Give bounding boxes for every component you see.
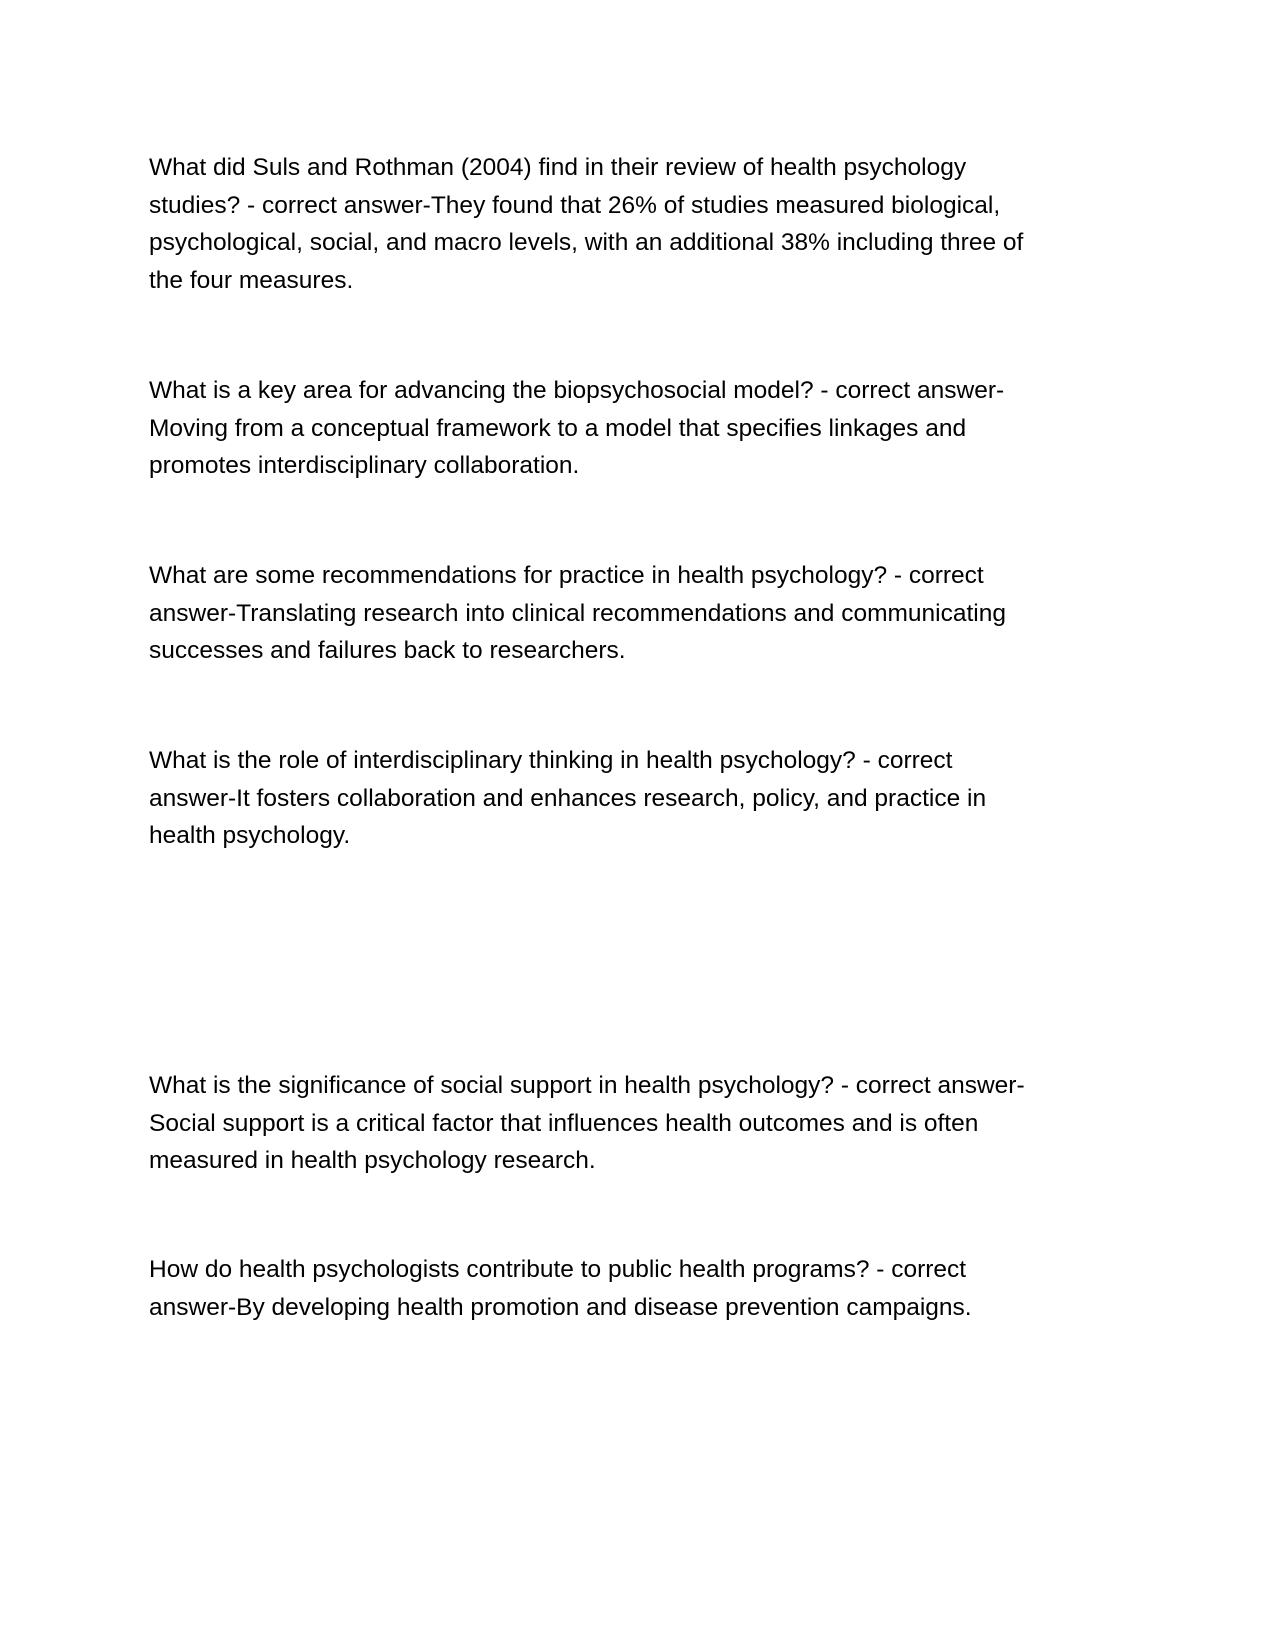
qa-entry (149, 1067, 1109, 1180)
text-line: Social support is a critical factor that influences health outcomes and is often (149, 1109, 979, 1137)
text-line: studies? - correct answer-They found that 26% of studies measured biological, (149, 191, 1001, 219)
text-line: psychological, social, and macro levels, with an additional 38% including three of (149, 229, 1024, 256)
text-line: measured in health psychology research. (149, 1147, 596, 1174)
text-line: the four measures. (149, 266, 354, 294)
qa-entry (149, 557, 1109, 670)
text-line: successes and failures back to researchers. (149, 637, 626, 664)
qa-entry (149, 372, 1109, 485)
text-line: What are some recommendations for practice in health psychology? - correct (149, 562, 984, 589)
text-line: What is a key area for advancing the biopsychosocial model? - correct answer- (149, 377, 1005, 404)
text-line: answer-By developing health promotion and disease prevention campaigns. (149, 1293, 972, 1321)
text-line: answer-Translating research into clinical recommendations and communicating (149, 599, 1006, 627)
qa-entry (149, 742, 1109, 855)
qa-entry (149, 149, 1109, 299)
text-line: What is the significance of social support in health psychology? - correct answer- (149, 1072, 1025, 1099)
text-line: promotes interdisciplinary collaboration. (149, 452, 580, 479)
text-line: How do health psychologists contribute to public health programs? - correct (149, 1256, 967, 1283)
text-line: What is the role of interdisciplinary thinking in health psychology? - correct (149, 747, 953, 774)
text-line: What did Suls and Rothman (2004) find in their review of health psychology (149, 154, 967, 181)
qa-entry (149, 1251, 1109, 1326)
text-line: Moving from a conceptual framework to a model that specifies linkages and (149, 414, 967, 442)
text-line: answer-It fosters collaboration and enhances research, policy, and practice in (149, 784, 987, 812)
text-line: health psychology. (149, 822, 351, 849)
